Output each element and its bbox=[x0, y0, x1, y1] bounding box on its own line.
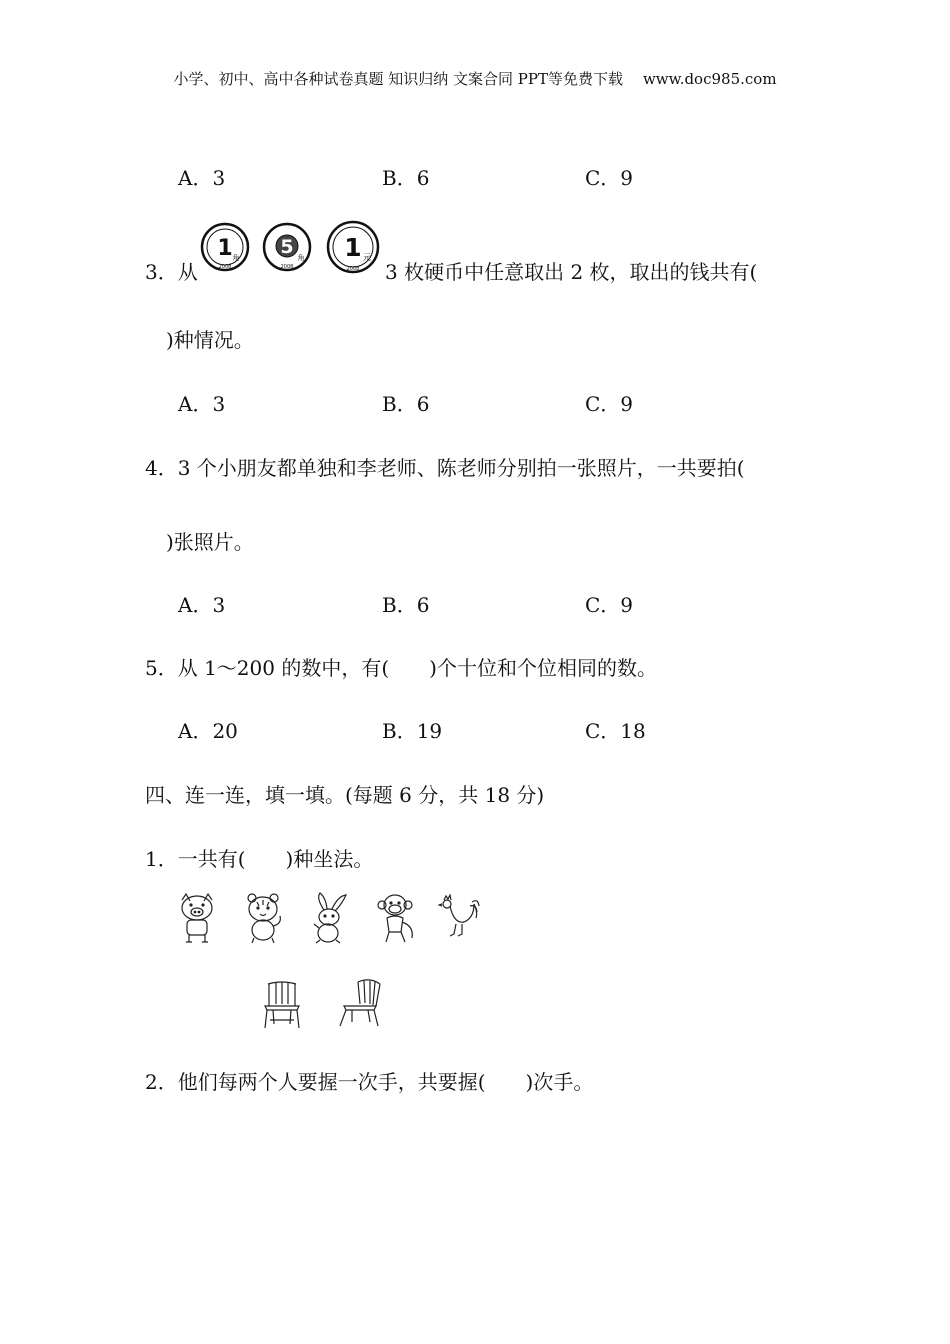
coin-1-yuan-icon bbox=[326, 220, 380, 274]
q2-option-b: B．6 bbox=[382, 166, 430, 190]
q4-text: 4．3 个小朋友都单独和李老师、陈老师分别拍一张照片，一共要拍( bbox=[145, 456, 745, 480]
s4-q1-text bbox=[145, 847, 373, 871]
q4-option-a: A．3 bbox=[178, 593, 226, 617]
q3-option-a: A．3 bbox=[178, 392, 226, 416]
q3-prefix: 3．从 bbox=[145, 260, 198, 284]
q2-option-c: C．9 bbox=[585, 166, 634, 190]
s4-q2-text bbox=[145, 1070, 593, 1094]
rooster-icon bbox=[438, 894, 480, 942]
coin-3-unit: 元 bbox=[363, 253, 371, 262]
q4-option-c: C．9 bbox=[585, 593, 634, 617]
header-site: www.doc985.com bbox=[642, 70, 777, 88]
coin-1-value: 1 bbox=[217, 236, 233, 261]
coin-2-unit: 角 bbox=[297, 254, 305, 262]
coin-1-year: 2008 bbox=[218, 264, 232, 270]
tiger-icon bbox=[242, 892, 284, 944]
s4-q1-text-after: )种坐法。 bbox=[285, 847, 374, 871]
page-header bbox=[0, 68, 950, 89]
q5-text bbox=[145, 656, 657, 680]
chair-1-icon bbox=[262, 980, 302, 1030]
coin-1-jiao-icon bbox=[200, 222, 250, 272]
header-text: 小学、初中、高中各种试卷真题 知识归纳 文案合同 PPT等免费下载 bbox=[173, 70, 623, 88]
q3-option-b: B．6 bbox=[382, 392, 430, 416]
q5-option-b: B．19 bbox=[382, 719, 443, 743]
q3-text-cont: )种情况。 bbox=[166, 328, 254, 352]
q3-option-c: C．9 bbox=[585, 392, 634, 416]
q3-text: 3 枚硬币中任意取出 2 枚，取出的钱共有( bbox=[385, 260, 758, 284]
coin-1-unit: 角 bbox=[232, 254, 240, 262]
q5-text-after: )个十位和个位相同的数。 bbox=[429, 656, 657, 680]
section-4-title: 四、连一连，填一填。(每题 6 分，共 18 分) bbox=[145, 783, 545, 807]
pig-icon bbox=[176, 892, 218, 944]
q4-text-cont: )张照片。 bbox=[166, 530, 254, 554]
monkey-icon bbox=[374, 892, 418, 944]
s4-q1-text-before: 1．一共有( bbox=[145, 847, 246, 871]
coin-5-jiao-icon bbox=[262, 222, 312, 272]
coin-3-year: 2008 bbox=[346, 266, 360, 272]
q4-option-b: B．6 bbox=[382, 593, 430, 617]
q2-option-a: A．3 bbox=[178, 166, 226, 190]
coin-2-year: 2008 bbox=[280, 264, 294, 270]
q5-option-c: C．18 bbox=[585, 719, 646, 743]
coin-3-value: 1 bbox=[344, 233, 362, 262]
q5-option-a: A．20 bbox=[178, 719, 238, 743]
chair-2-icon bbox=[338, 978, 384, 1028]
q5-text-before: 5．从 1～200 的数中，有( bbox=[145, 656, 390, 680]
s4-q2-text-before: 2．他们每两个人要握一次手，共要握( bbox=[145, 1070, 486, 1094]
coin-2-value: 5 bbox=[280, 236, 294, 258]
s4-q2-text-after: )次手。 bbox=[525, 1070, 594, 1094]
rabbit-icon bbox=[308, 892, 350, 944]
